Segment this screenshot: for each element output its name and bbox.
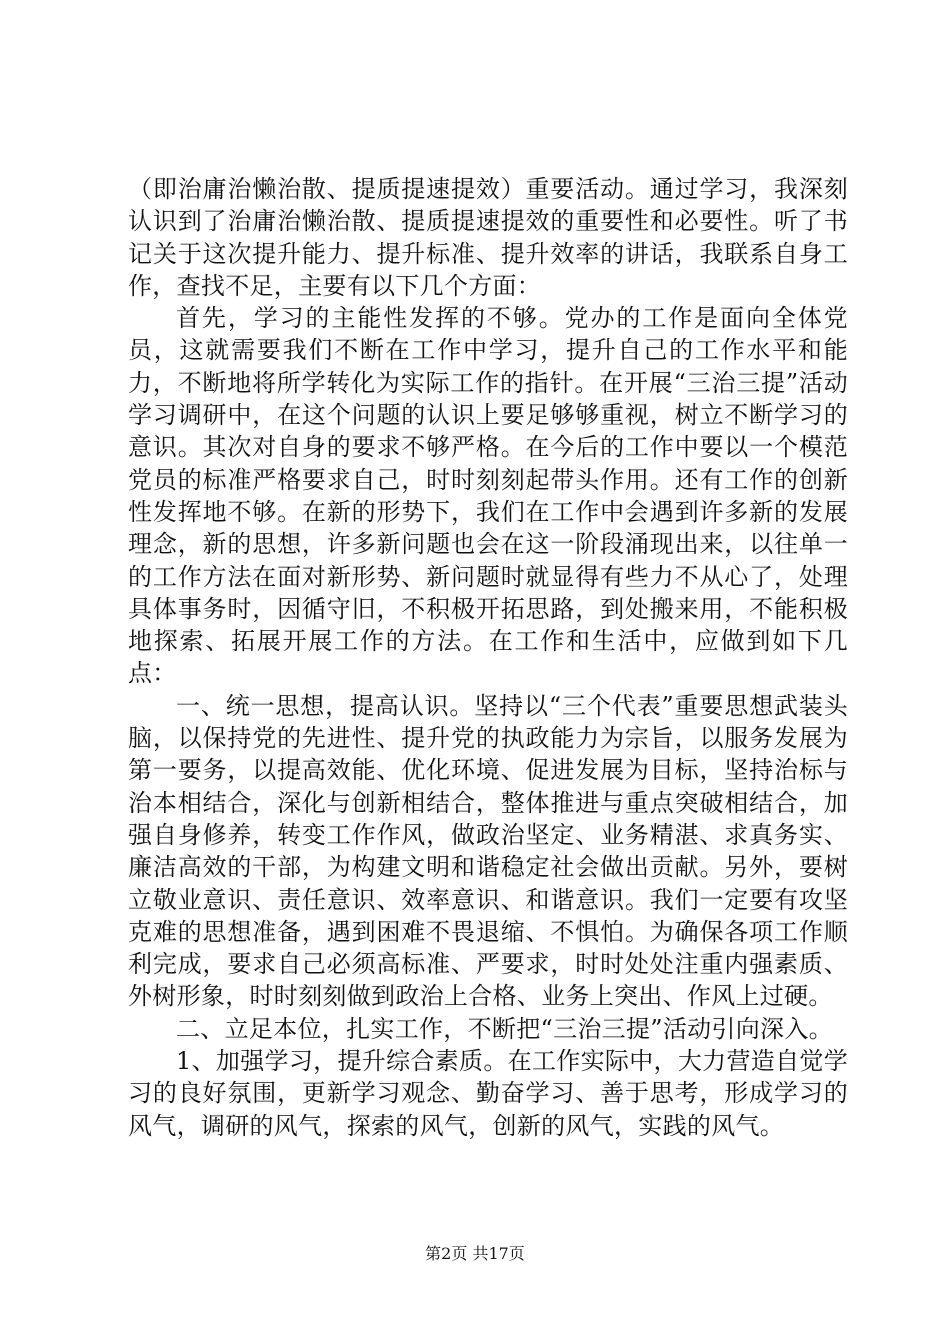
page-footer [0,1244,950,1264]
paragraph-intro: （即治庸治懒治散、提质提速提效）重要活动。通过学习，我深刻认识到了治庸治懒治散、提质提速提效的重要性和必要性。听了书记关于这次提升能力、提升标准、提升效率的讲话，我联系自身工作，查找不足，主要有以下几个方面： [128,175,848,300]
paragraph-subpoint-one: 1、加强学习，提升综合素质。在工作实际中，大力营造自觉学习的良好氛围，更新学习观念、勤奋学习、善于思考，形成学习的风气，调研的风气，探索的风气，创新的风气，实践的风气。 [128,1047,848,1140]
paragraph-point-two: 二、立足本位，扎实工作，不断把“三治三提”活动引向深入。 [176,1014,833,1043]
page-number-label: 第2页 共17页 [425,1244,525,1263]
document-body [128,173,848,1142]
paragraph-shortcomings: 首先，学习的主能性发挥的不够。党办的工作是面向全体党员，这就需要我们不断在工作中学习，提升自己的工作水平和能力，不断地将所学转化为实际工作的指针。在开展“三治三提”活动学习调研中，在这个问题的认识上要足够够重视，树立不断学习的意识。其次对自身的要求不够严格。在今后的工作中要以一个模范党员的标准严格要求自己，时时刻刻起带头作用。还有工作的创新性发挥地不够。在新的形势下，我们在工作中会遇到许多新的发展理念，新的思想，许多新问题也会在这一阶段涌现出来，以往单一的工作方法在面对新形势、新问题时就显得有些力不从心了，处理具体事务时，因循守旧，不积极开拓思路，到处搬来用，不能积极地探索、拓展开展工作的方法。在工作和生活中，应做到如下几点： [128,304,848,688]
paragraph-point-one: 一、统一思想，提高认识。坚持以“三个代表”重要思想武装头脑，以保持党的先进性、提升党的执政能力为宗旨，以服务发展为第一要务，以提高效能、优化环境、促进发展为目标，坚持治标与治本相结合，深化与创新相结合，整体推进与重点突破相结合，加强自身修养，转变工作作风，做政治坚定、业务精湛、求真务实、廉洁高效的干部，为构建文明和谐稳定社会做出贡献。另外，要树立敬业意识、责任意识、效率意识、和谐意识。我们一定要有攻坚克难的思想准备，遇到困难不畏退缩、不惧怕。为确保各项工作顺利完成，要求自己必须高标准、严要求，时时处处注重内强素质、外树形象，时时刻刻做到政治上合格、业务上突出、作风上过硬。 [128,691,848,1011]
